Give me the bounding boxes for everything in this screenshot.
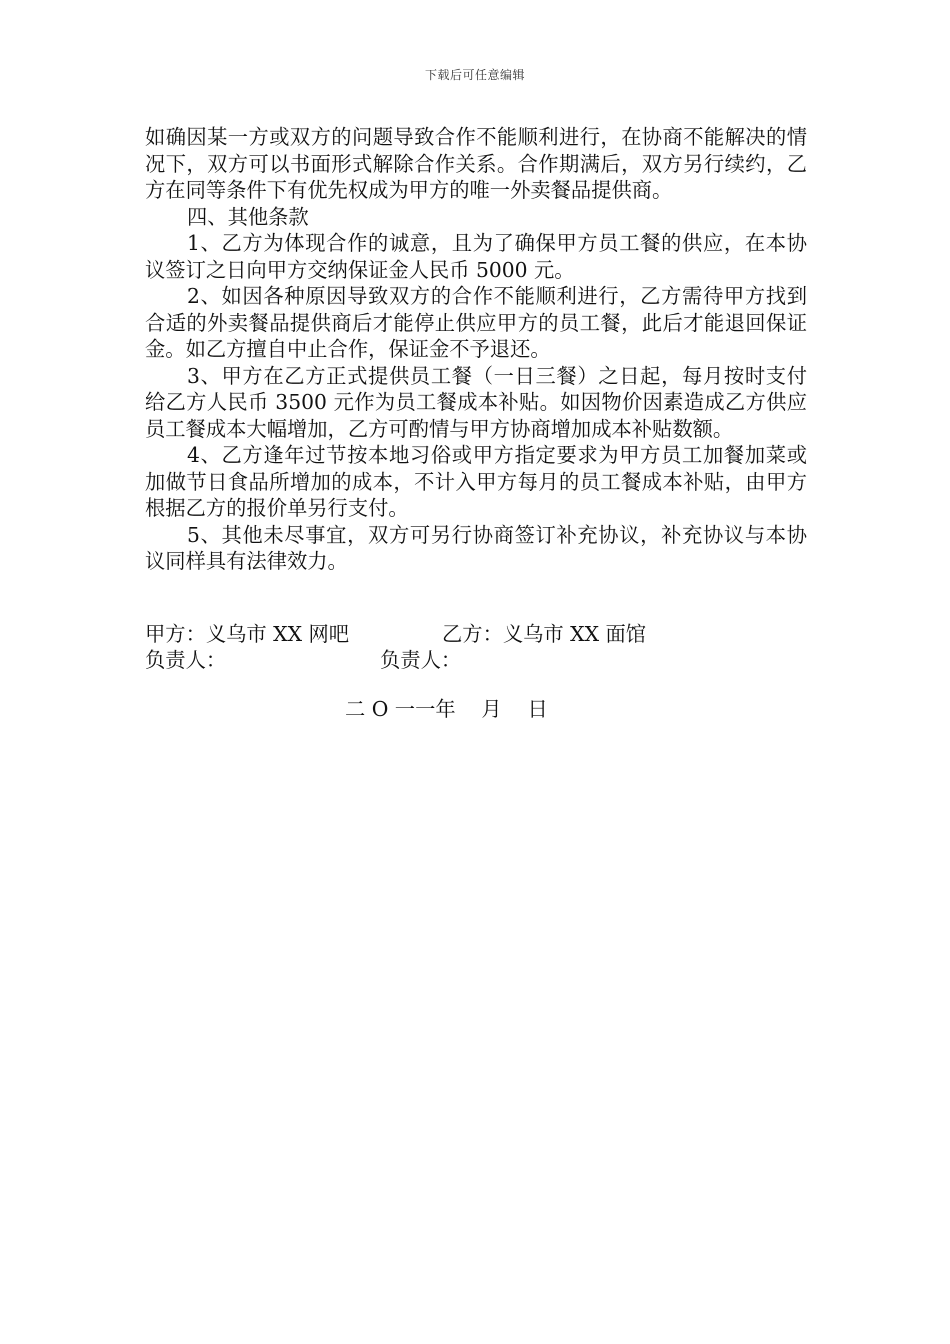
- clause-4-holiday-meals: 4、乙方逢年过节按本地习俗或甲方指定要求为甲方员工加餐加菜或加做节日食品所增加的成本，不计入甲方每月的员工餐成本补贴，由甲方根据乙方的报价单另行支付。: [145, 443, 807, 520]
- clause-2-refund: 2、如因各种原因导致双方的合作不能顺利进行，乙方需待甲方找到合适的外卖餐品提供商后才能停止供应甲方的员工餐，此后才能退回保证金。如乙方擅自中止合作，保证金不予退还。: [145, 284, 807, 361]
- download-note-header: 下载后可任意编辑: [424, 68, 525, 82]
- responsible-row: [145, 647, 462, 673]
- signing-date: 二 O 一一年 月 日: [345, 697, 548, 721]
- party-b-label: 乙方：义乌市 XX 面馆: [442, 622, 647, 646]
- clause-3-subsidy: 3、甲方在乙方正式提供员工餐（一日三餐）之日起，每月按时支付给乙方人民币 3500 元作为员工餐成本补贴。如因物价因素造成乙方供应员工餐成本大幅增加，乙方可酌情与甲方协商增加成本补贴数额。: [145, 363, 807, 441]
- clause-1-deposit: 1、乙方为体现合作的诚意，且为了确保甲方员工餐的供应，在本协议签订之日向甲方交纳保证金人民币 5000 元。: [145, 231, 807, 282]
- parties-row: [145, 621, 647, 647]
- paragraph-termination: 如确因某一方或双方的问题导致合作不能顺利进行，在协商不能解决的情况下，双方可以书面形式解除合作关系。合作期满后，双方另行续约，乙方在同等条件下有优先权成为甲方的唯一外卖餐品提供商。: [145, 125, 807, 202]
- clause-5-supplement: 5、其他未尽事宜，双方可另行协商签订补充协议，补充协议与本协议同样具有法律效力。: [145, 522, 807, 573]
- section-heading-other-terms: 四、其他条款: [187, 204, 309, 229]
- contract-body: [145, 124, 807, 575]
- party-a-label: 甲方：义乌市 XX 网吧: [145, 622, 350, 646]
- responsible-b-label: 负责人：: [380, 648, 462, 672]
- responsible-a-label: 负责人：: [145, 648, 227, 672]
